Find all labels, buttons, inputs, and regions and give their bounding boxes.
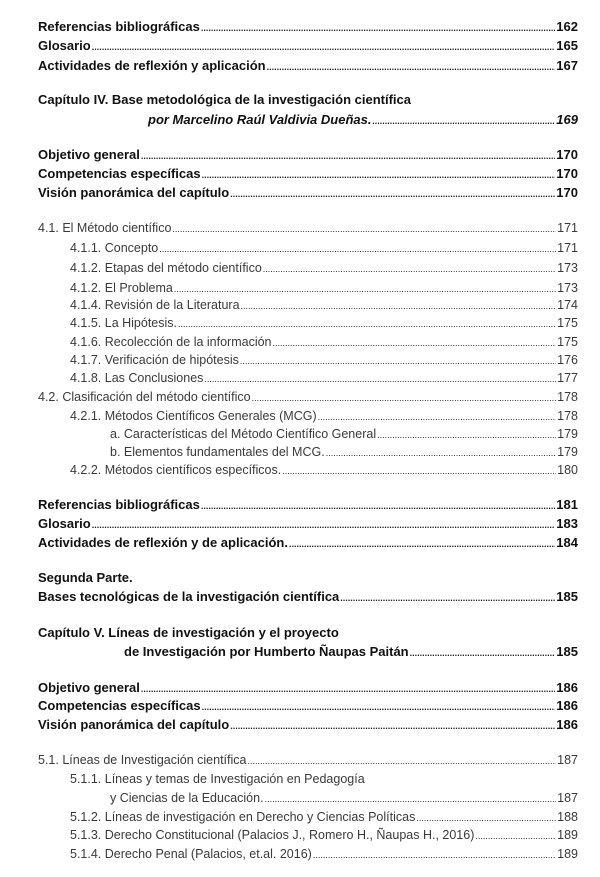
dot-leader <box>230 718 555 734</box>
toc-entry[interactable] <box>38 185 578 202</box>
toc-entry-title: Capítulo V. Líneas de investigación y el proyecto <box>38 625 339 640</box>
toc-entry-page: 171 <box>557 241 578 255</box>
toc-entry-page: 184 <box>556 535 578 550</box>
toc-entry[interactable] <box>70 334 578 351</box>
toc-entry-title: Actividades de reflexión y aplicación <box>38 58 266 73</box>
toc-entry-page: 183 <box>556 516 578 531</box>
toc-entry-title: Glosario <box>38 38 91 53</box>
toc-entry-title: 4.2. Clasificación del método científico <box>38 390 251 404</box>
toc-entry[interactable] <box>70 315 578 332</box>
toc-entry[interactable] <box>70 240 578 257</box>
toc-entry-page: 178 <box>557 409 578 423</box>
toc-entry[interactable] <box>38 625 578 641</box>
toc-entry-page: 188 <box>557 810 578 824</box>
toc-entry-page: 167 <box>556 58 578 73</box>
dot-leader <box>372 113 555 129</box>
dot-leader <box>230 186 555 202</box>
toc-entry-title: 5.1.1. Líneas y temas de Investigación en Pedagogía <box>70 772 365 786</box>
toc-entry-page: 177 <box>557 371 578 385</box>
toc-entry-page: 186 <box>556 680 578 695</box>
toc-entry-title: 4.2.2. Métodos científicos específicos. <box>70 463 282 477</box>
toc-entry[interactable] <box>70 260 578 277</box>
dot-leader <box>410 645 556 661</box>
toc-entry[interactable] <box>38 516 578 533</box>
toc-entry-title: Capítulo IV. Base metodológica de la investigación científica <box>38 92 412 107</box>
toc-entry[interactable] <box>38 147 578 164</box>
dot-leader <box>273 335 557 351</box>
dot-leader <box>202 699 556 715</box>
toc-entry-title: 4.2.1. Métodos Científicos Generales (MCG) <box>70 409 317 423</box>
dot-leader <box>159 241 556 257</box>
dot-leader <box>172 221 556 237</box>
toc-entry[interactable] <box>38 589 578 606</box>
toc-entry[interactable] <box>70 352 578 369</box>
toc-entry[interactable] <box>38 166 578 183</box>
toc-entry[interactable] <box>124 644 578 661</box>
toc-entry[interactable] <box>70 809 578 826</box>
dot-leader <box>240 353 556 369</box>
toc-entry-page: 186 <box>556 717 578 732</box>
toc-entry[interactable] <box>38 220 578 237</box>
toc-entry-title: 4.1.7. Verificación de hipótesis <box>70 353 239 367</box>
dot-leader <box>475 828 556 844</box>
toc-entry-page: 179 <box>557 427 578 441</box>
toc-entry-title: b. Elementos fundamentales del MCG. <box>110 445 325 459</box>
toc-entry-title: Competencias específicas <box>38 698 201 713</box>
toc-entry[interactable] <box>70 370 578 387</box>
dot-leader <box>174 281 556 297</box>
toc-entry-title: Visión panorámica del capítulo <box>38 185 230 200</box>
toc-entry-title: 4.1.2. Etapas del método científico <box>70 261 262 275</box>
dot-leader <box>377 427 556 443</box>
toc-entry-title: 4.1.5. La Hipótesis. <box>70 316 178 330</box>
toc-entry-title: 4.1.8. Las Conclusiones <box>70 371 204 385</box>
toc-entry-page: 185 <box>556 644 578 659</box>
toc-entry-page: 169 <box>556 112 578 127</box>
toc-entry-title: 5.1.4. Derecho Penal (Palacios, et.al. 2016) <box>70 847 312 861</box>
dot-leader <box>267 59 556 75</box>
dot-leader <box>326 445 556 461</box>
dot-leader <box>247 753 556 769</box>
toc-entry-page: 187 <box>557 791 578 805</box>
toc-entry-title: 4.1. El Método científico <box>38 221 172 235</box>
toc-entry-title: Actividades de reflexión y de aplicación. <box>38 535 288 550</box>
toc-entry[interactable] <box>38 19 578 36</box>
toc-entry-title: Objetivo general <box>38 680 140 695</box>
toc-entry[interactable] <box>70 771 578 787</box>
dot-leader <box>313 847 556 863</box>
toc-entry-title: 4.1.4. Revisión de la Literatura <box>70 298 240 312</box>
dot-leader <box>282 463 556 479</box>
toc-entry-title: y Ciencias de la Educación. <box>110 791 264 805</box>
toc-entry-title: Visión panorámica del capítulo <box>38 717 230 732</box>
dot-leader <box>202 167 556 183</box>
toc-entry-title: Objetivo general <box>38 147 140 162</box>
toc-entry-page: 189 <box>557 828 578 842</box>
dot-leader <box>92 517 556 533</box>
toc-entry-page: 162 <box>556 19 578 34</box>
toc-entry-page: 175 <box>557 316 578 330</box>
toc-entry[interactable] <box>70 297 578 314</box>
toc-entry-title: 5.1.2. Líneas de investigación en Derecho y Ciencias Políticas <box>70 810 416 824</box>
toc-entry-title: 4.1.2. El Problema <box>70 281 173 295</box>
dot-leader <box>178 316 556 332</box>
dot-leader <box>92 39 556 55</box>
toc-entry[interactable] <box>38 58 578 75</box>
toc-entry[interactable] <box>38 535 578 552</box>
toc-entry-page: 170 <box>556 166 578 181</box>
toc-entry-title: por Marcelino Raúl Valdivia Dueñas. <box>148 112 372 127</box>
dot-leader <box>141 148 555 164</box>
toc-entry-page: 180 <box>557 463 578 477</box>
toc-entry-page: 181 <box>556 497 578 512</box>
dot-leader <box>204 371 556 387</box>
dot-leader <box>201 20 555 36</box>
toc-entry-page: 179 <box>557 445 578 459</box>
toc-entry-page: 185 <box>556 589 578 604</box>
toc-entry-title: Glosario <box>38 516 91 531</box>
toc-entry-page: 173 <box>557 281 578 295</box>
dot-leader <box>340 590 555 606</box>
dot-leader <box>289 536 555 552</box>
dot-leader <box>318 409 557 425</box>
dot-leader <box>263 261 556 277</box>
toc-entry-page: 189 <box>557 847 578 861</box>
toc-entry[interactable] <box>38 38 578 55</box>
toc-entry[interactable] <box>110 790 578 807</box>
toc-entry-page: 165 <box>556 38 578 53</box>
dot-leader <box>416 810 556 826</box>
toc-entry-title: Competencias específicas <box>38 166 201 181</box>
toc-entry-title: Bases tecnológicas de la investigación científica <box>38 589 340 604</box>
toc-entry-title: Referencias bibliográficas <box>38 497 200 512</box>
toc-entry-title: 5.1.3. Derecho Constitucional (Palacios J., Romero H., Ñaupas H., 2016) <box>70 828 475 842</box>
toc-entry[interactable] <box>110 426 578 443</box>
toc-entry[interactable] <box>148 112 578 129</box>
toc-entry[interactable] <box>38 752 578 769</box>
toc-entry[interactable] <box>38 698 578 715</box>
toc-entry-page: 186 <box>556 698 578 713</box>
toc-entry-title: Segunda Parte. <box>38 570 133 585</box>
dot-leader <box>201 498 555 514</box>
toc-entry[interactable] <box>70 846 578 863</box>
toc-entry-page: 174 <box>557 298 578 312</box>
toc-entry-page: 170 <box>556 147 578 162</box>
toc-entry[interactable] <box>110 444 578 461</box>
toc-entry-page: 175 <box>557 335 578 349</box>
toc-entry[interactable] <box>38 389 578 406</box>
toc-entry-title: 5.1. Líneas de Investigación científica <box>38 753 247 767</box>
toc-entry[interactable] <box>38 92 578 108</box>
toc-entry-page: 178 <box>557 390 578 404</box>
toc-entry-title: 4.1.1. Concepto <box>70 241 159 255</box>
toc-entry-title: a. Características del Método Científico General <box>110 427 377 441</box>
toc-entry[interactable] <box>38 570 578 586</box>
toc-entry-page: 171 <box>557 221 578 235</box>
toc-entry-title: Referencias bibliográficas <box>38 19 200 34</box>
toc-entry[interactable] <box>38 717 578 734</box>
toc-entry[interactable] <box>70 280 578 297</box>
toc-entry-page: 187 <box>557 753 578 767</box>
toc-entry-title: de Investigación por Humberto Ñaupas Paitán <box>124 644 409 659</box>
dot-leader <box>241 298 557 314</box>
toc-entry-page: 176 <box>557 353 578 367</box>
toc-entry[interactable] <box>38 680 578 697</box>
toc-entry[interactable] <box>70 462 578 479</box>
toc-entry-page: 173 <box>557 261 578 275</box>
toc-entry[interactable] <box>38 497 578 514</box>
toc-entry-page: 170 <box>556 185 578 200</box>
dot-leader <box>141 681 555 697</box>
dot-leader <box>265 791 557 807</box>
toc-entry[interactable] <box>70 827 578 844</box>
toc-entry[interactable] <box>70 408 578 425</box>
dot-leader <box>252 390 557 406</box>
toc-entry-title: 4.1.6. Recolección de la información <box>70 335 272 349</box>
